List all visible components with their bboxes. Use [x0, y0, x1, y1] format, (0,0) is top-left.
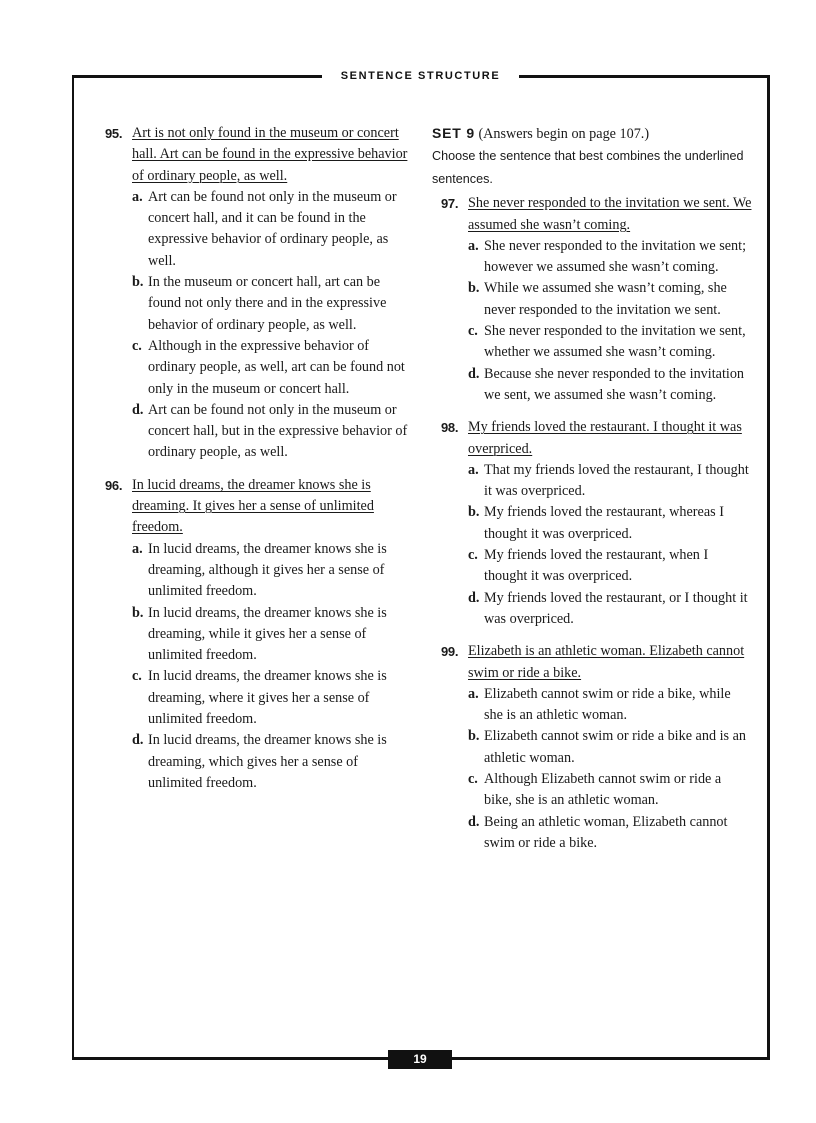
option-letter: b. — [132, 274, 144, 291]
question-number: 96. — [105, 477, 123, 493]
option-list — [468, 236, 752, 406]
question-stem: She never responded to the invitation we sent. We assumed she wasn’t coming. — [468, 195, 752, 233]
option-list — [132, 187, 415, 464]
option-text: Elizabeth cannot swim or ride a bike and is an athletic woman. — [484, 728, 746, 766]
option-letter: c. — [132, 668, 142, 685]
option-letter: a. — [468, 237, 479, 254]
option-text: In lucid dreams, the dreamer knows she is dreaming, which gives her a sense of unlimited freedom. — [148, 732, 387, 791]
frame-bottom-left-rule — [72, 1057, 388, 1060]
option-letter: a. — [132, 540, 143, 557]
option-text: While we assumed she wasn’t coming, she never responded to the invitation we sent. — [484, 280, 727, 318]
option-letter: a. — [468, 685, 479, 702]
option-text: Art can be found not only in the museum or concert hall, but in the expressive behavior of ordinary people, as well. — [148, 401, 408, 461]
option-text: Art can be found not only in the museum or concert hall, and it can be found in the expressive behavior of ordinary people, as well. — [148, 188, 397, 269]
question-96 — [105, 475, 415, 794]
option-letter: b. — [132, 604, 144, 621]
option-b[interactable] — [468, 726, 752, 769]
option-letter: d. — [468, 365, 480, 382]
option-letter: b. — [468, 280, 480, 297]
option-b[interactable] — [132, 272, 415, 336]
option-letter: c. — [468, 547, 478, 564]
set-label: SET 9 — [432, 125, 475, 141]
set-answers-note: (Answers begin on page 107.) — [478, 126, 650, 142]
option-letter: a. — [132, 188, 143, 205]
option-text: Although Elizabeth cannot swim or ride a bike, she is an athletic woman. — [484, 771, 722, 809]
question-stem: Art is not only found in the museum or concert hall. Art can be found in the expressive behavior of ordinary people, as well. — [132, 125, 408, 184]
option-d[interactable] — [468, 588, 752, 631]
option-letter: b. — [468, 504, 480, 521]
option-a[interactable] — [132, 539, 415, 603]
question-number: 98. — [441, 420, 459, 436]
option-text: That my friends loved the restaurant, I thought it was overpriced. — [484, 461, 749, 500]
option-text: In lucid dreams, the dreamer knows she is dreaming, where it gives her a sense of unlimited freedom. — [148, 668, 387, 728]
option-text: Elizabeth cannot swim or ride a bike, while she is an athletic woman. — [484, 685, 731, 724]
question-stem: My friends loved the restaurant. I thought it was overpriced. — [468, 419, 742, 457]
set-heading — [432, 123, 752, 145]
option-text: My friends loved the restaurant, when I thought it was overpriced. — [484, 547, 709, 585]
option-b[interactable] — [468, 278, 752, 321]
option-d[interactable] — [468, 812, 752, 855]
option-d[interactable] — [468, 364, 752, 407]
option-d[interactable] — [132, 730, 415, 794]
question-stem: In lucid dreams, the dreamer knows she is dreaming. It gives her a sense of unlimited freedom. — [132, 476, 374, 536]
option-c[interactable] — [132, 666, 415, 730]
option-a[interactable] — [468, 460, 752, 503]
left-column — [105, 123, 415, 805]
option-text: In the museum or concert hall, art can be found not only there and in the expressive behavior of ordinary people, as well. — [148, 274, 387, 333]
frame-top-right-rule — [519, 75, 769, 78]
question-stem: Elizabeth is an athletic woman. Elizabeth cannot swim or ride a bike. — [468, 643, 745, 681]
option-c[interactable] — [468, 769, 752, 812]
option-text: In lucid dreams, the dreamer knows she is dreaming, while it gives her a sense of unlimited freedom. — [148, 604, 387, 664]
option-a[interactable] — [468, 684, 752, 727]
question-number: 99. — [441, 644, 459, 660]
option-letter: b. — [468, 728, 480, 745]
option-c[interactable] — [132, 336, 415, 400]
option-c[interactable] — [468, 321, 752, 364]
question-number: 97. — [441, 196, 459, 212]
option-a[interactable] — [132, 187, 415, 272]
set-instructions: Choose the sentence that best combines the underlined sentences. — [432, 149, 744, 187]
option-text: She never responded to the invitation we sent, whether we assumed she wasn’t coming. — [484, 323, 746, 361]
question-97 — [441, 193, 752, 406]
option-text: In lucid dreams, the dreamer knows she is dreaming, although it gives her a sense of unlimited freedom. — [148, 540, 387, 600]
option-text: She never responded to the invitation we sent; however we assumed she wasn’t coming. — [484, 237, 747, 276]
option-letter: d. — [132, 732, 144, 749]
option-text: My friends loved the restaurant, or I thought it was overpriced. — [484, 589, 748, 627]
right-column — [432, 123, 752, 865]
option-b[interactable] — [132, 603, 415, 667]
option-letter: c. — [468, 771, 478, 788]
option-c[interactable] — [468, 545, 752, 588]
option-list — [132, 539, 415, 795]
option-letter: d. — [468, 813, 480, 830]
option-letter: d. — [132, 401, 144, 418]
frame-right-rule — [767, 75, 770, 1060]
option-text: Although in the expressive behavior of ordinary people, as well, art can be found not only in the museum or concert hall. — [148, 337, 405, 397]
question-95 — [105, 123, 415, 464]
option-text: My friends loved the restaurant, whereas I thought it was overpriced. — [484, 504, 724, 542]
question-98 — [441, 417, 752, 630]
frame-top-left-rule — [72, 75, 322, 78]
option-text: Because she never responded to the invitation we sent, we assumed she wasn’t coming. — [484, 365, 745, 403]
option-list — [468, 460, 752, 630]
option-letter: a. — [468, 461, 479, 478]
option-text: Being an athletic woman, Elizabeth cannot swim or ride a bike. — [484, 813, 728, 851]
option-letter: c. — [468, 323, 478, 340]
question-99 — [441, 641, 752, 854]
option-letter: c. — [132, 337, 142, 354]
frame-bottom-right-rule — [452, 1057, 770, 1060]
option-b[interactable] — [468, 502, 752, 545]
option-list — [468, 684, 752, 854]
page-number: 19 — [388, 1050, 452, 1069]
running-header: SENTENCE STRUCTURE — [340, 70, 501, 82]
question-number: 95. — [105, 126, 123, 141]
option-d[interactable] — [132, 400, 415, 464]
frame-left-rule — [72, 75, 74, 1060]
option-a[interactable] — [468, 236, 752, 279]
option-letter: d. — [468, 589, 480, 606]
